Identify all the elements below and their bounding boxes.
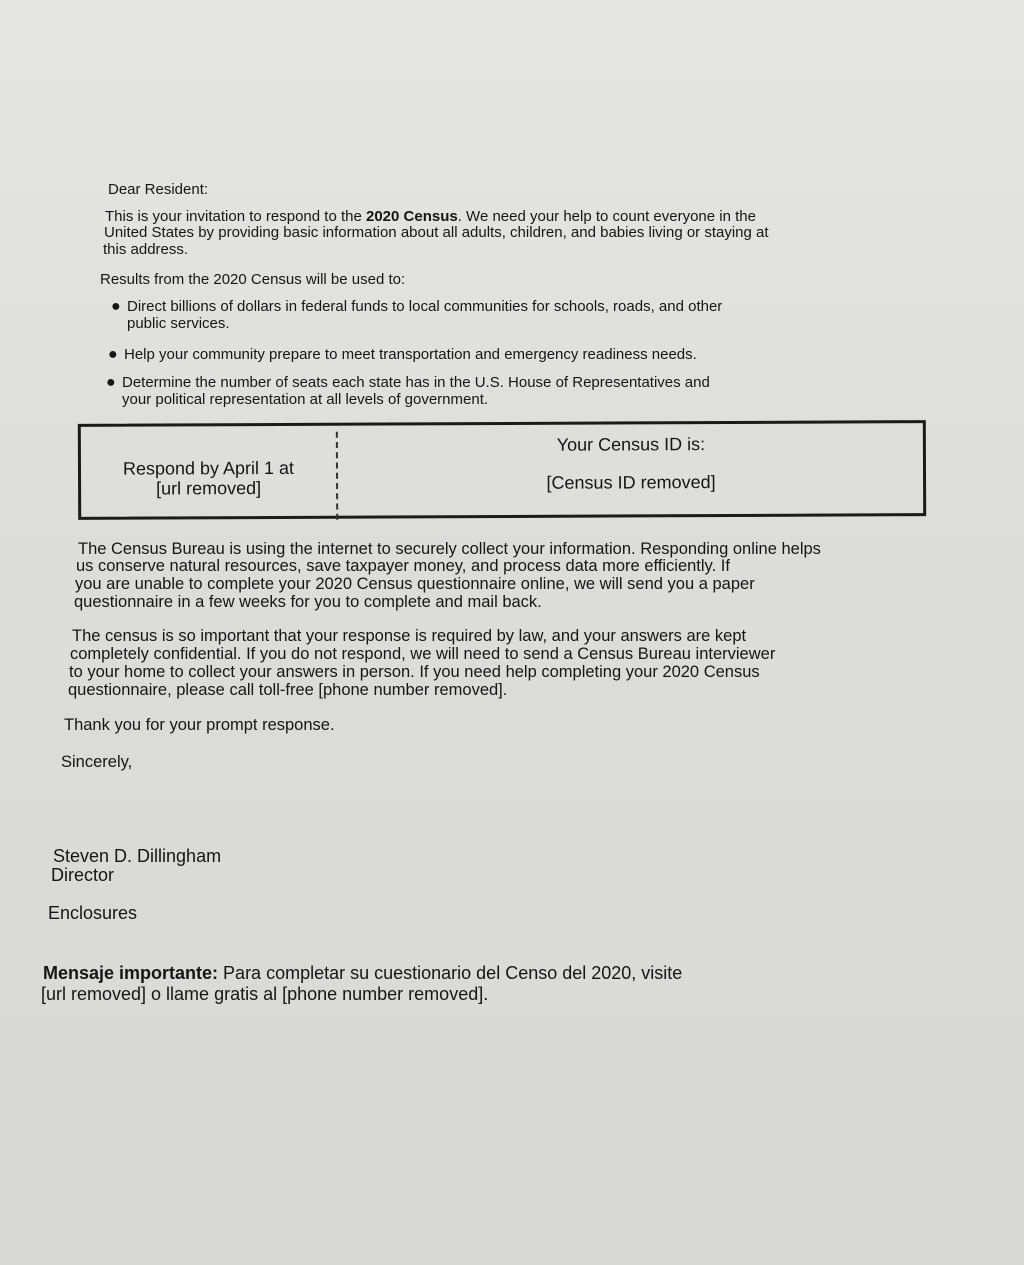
respond-by-text: Respond by April 1 at bbox=[122, 457, 295, 479]
intro-line-3: this address. bbox=[103, 241, 189, 258]
response-info-box bbox=[78, 420, 926, 520]
letter-page: Dear Resident: This is your invitation to respond to the 2020 Census. We need your help to count everyone in the United States by providing basic information about all adults, children, and babies living or staying at this address. Results from the 2020 Census will be used to: ● Direct billions of dollars in federal funds to local communities for schools, roads, and other public services. ● Help your community prepare to meet transportation and emergency readiness needs. ● Determine the number of seats each state has in the U.S. House of Representatives and your political representation at all levels of government. Respond by April 1 at [url removed] Your Census ID is: [Census ID removed] The Census Bureau is using the internet to securely collect your information. Responding online helps us conserve natural resources, save taxpayer money, and process data more efficiently. If you are unable to complete your 2020 Census questionnaire online, we will send you a paper questionnaire in a few weeks for you to complete and mail back. The census is so important that your response is required by law, and your answers are kept completely confidential. If you do not respond, we will need to send a Census Bureau interviewer to your home to collect your answers in person. If you need help completing your 2020 Census questionnaire, please call toll-free [phone number removed]. Thank you for your prompt response. Sincerely, Steven D. Dillingham Director Enclosures Mensaje importante: Para completar su cuestionario del Censo del 2020, visite [url removed] o llame gratis al [phone number removed]. bbox=[0, 0, 1024, 1265]
spanish-notice-heading: Mensaje importante: bbox=[43, 963, 219, 983]
census-emphasis: 2020 Census bbox=[365, 208, 458, 225]
census-id-label: Your Census ID is: bbox=[556, 434, 706, 455]
respond-by-cell bbox=[81, 458, 336, 499]
respond-url: [url removed] bbox=[156, 478, 262, 499]
results-intro: Results from the 2020 Census will be used to: bbox=[100, 271, 406, 288]
salutation: Dear Resident: bbox=[108, 181, 209, 198]
bullet-icon: ● bbox=[106, 374, 116, 391]
signer-name: Steven D. Dillingham bbox=[53, 846, 222, 866]
intro-line-1: This is your invitation to respond to the 2020 Census. We need your help to count everyone in the bbox=[105, 208, 756, 225]
bullet-icon: ● bbox=[108, 346, 118, 363]
signer-title: Director bbox=[51, 865, 115, 885]
thanks-line: Thank you for your prompt response. bbox=[64, 716, 335, 734]
list-item: ● Help your community prepare to meet transportation and emergency readiness needs. bbox=[108, 346, 697, 363]
bullet-icon: ● bbox=[111, 298, 121, 315]
closing: Sincerely, bbox=[61, 753, 133, 771]
census-id-cell bbox=[339, 433, 923, 494]
list-item: ● Direct billions of dollars in federal funds to local communities for schools, roads, and other public services. bbox=[111, 298, 723, 332]
census-id-value: [Census ID removed] bbox=[546, 472, 716, 493]
enclosures: Enclosures bbox=[48, 903, 138, 923]
box-divider bbox=[336, 432, 338, 520]
intro-line-2: United States by providing basic information about all adults, children, and babies living or staying at bbox=[104, 224, 769, 241]
list-item: ● Determine the number of seats each state has in the U.S. House of Representatives and your political representation at all levels of government. bbox=[106, 374, 710, 408]
